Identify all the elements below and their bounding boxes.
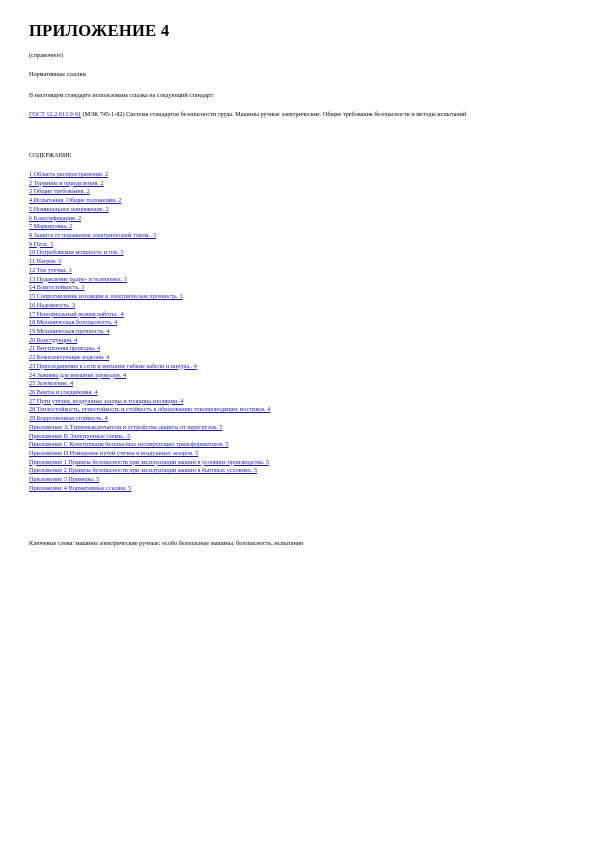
toc-link[interactable]: 29 Коррозионная стойкость. 4 (29, 415, 108, 423)
toc-link[interactable]: 13 Подавление радио- и телепомех. 3 (29, 275, 127, 283)
toc-link[interactable]: 23 Присоединение к сети и внешние гибкие кабели и шнуры.. 4 (29, 362, 197, 370)
reference-text: (МЭК 745-1-82) Система стандартов безопасности труда. Машины ручные электрические. Общие требования безопасности и методы испытаний (80, 111, 467, 118)
toc-link[interactable]: 24 Зажимы для внешних проводов. 4 (29, 371, 127, 379)
toc-link[interactable]: 21 Внутренняя проводка. 4 (29, 345, 101, 353)
contents-heading: СОДЕРЖАНИЕ (29, 152, 72, 159)
toc-link[interactable]: 22 Комплектующие изделия. 4 (29, 354, 110, 362)
toc-link[interactable]: 14 Влагостойкость. 3 (29, 284, 85, 292)
toc-link[interactable]: 12 Ток утечки. 3 (29, 266, 72, 274)
subtitle: (справочное) (29, 52, 64, 59)
toc-link[interactable]: 2 Термины и определения. 2 (29, 179, 104, 187)
toc-link[interactable]: 28 Теплостойкость, огнестойкость и стойкость к образованию токопроводящих мостиков. 4 (29, 406, 271, 414)
page-title: ПРИЛОЖЕНИЕ 4 (29, 21, 170, 40)
toc-link[interactable]: 5 Номинальное напряжение. 2 (29, 205, 109, 213)
toc-link[interactable]: 11 Нагрев. 3 (29, 258, 62, 266)
toc-link[interactable]: 6 Классификация. 2 (29, 214, 82, 222)
keywords: Ключевые слова: машины электрические ручные; особо безопасные машины; безопасность; испытания (29, 540, 303, 547)
toc-link[interactable]: 15 Сопротивление изоляции и электрическая прочность. 3 (29, 293, 183, 301)
toc-link[interactable]: Приложение D Измерение путей утечки и воздушных зазоров. 5 (29, 450, 199, 457)
intro-text: В настоящем стандарте использована ссылка на следующий стандарт: (29, 92, 215, 99)
toc-link[interactable]: 26 Винты и соединения. 4 (29, 388, 98, 396)
toc-link[interactable]: 9 Пуск. 3 (29, 240, 54, 248)
toc-link[interactable]: Приложение 1 Правила безопасности при эксплуатации машин в условиях производства. 5 (29, 458, 270, 466)
section-heading: Нормативные ссылки (29, 71, 86, 78)
toc-link[interactable]: 7 Маркировка. 2 (29, 223, 73, 231)
toc-link[interactable]: 19 Механическая прочность. 4 (29, 327, 110, 335)
toc-link[interactable]: 18 Механическая безопасность. 4 (29, 319, 118, 327)
toc-link[interactable]: Приложение А Термовыключатели и устройства защиты от перегрузок. 5 (29, 423, 223, 431)
toc-link[interactable]: Приложение С Конструкция безопасных изолирующих трансформаторов. 5 (29, 441, 229, 449)
toc-link[interactable]: 3 Общие требования. 2 (29, 188, 90, 196)
toc-link[interactable]: Приложение 2 Правила безопасности при эксплуатации машин в бытовых условиях. 5 (29, 467, 258, 475)
reference-paragraph (29, 111, 534, 120)
toc-link[interactable]: Приложение 3 Примеры. 5 (29, 476, 100, 484)
toc-link[interactable]: 1 Область распространения. 2 (29, 171, 109, 178)
toc-link[interactable]: 10 Потребляемая мощность и ток. 3 (29, 249, 124, 257)
toc-link[interactable]: Приложение В Электронные схемы.. 5 (29, 432, 131, 440)
toc-link[interactable]: 16 Надежность. 3 (29, 301, 76, 309)
toc-link[interactable]: 17 Ненормальный режим работы.. 4 (29, 310, 124, 318)
toc-link[interactable]: Приложение 4 Нормативные ссылки. 5 (29, 484, 132, 492)
toc-link[interactable]: 25 Заземление. 4 (29, 380, 74, 388)
toc-link[interactable]: 4 Испытания. Общие положения. 2 (29, 197, 122, 205)
table-of-contents (29, 171, 270, 494)
toc-link[interactable]: 8 Защита от поражения электрическим током.. 3 (29, 232, 157, 240)
toc-link[interactable]: 27 Пути утечки, воздушные зазоры и толщина изоляции. 4 (29, 397, 184, 405)
reference-link[interactable]: ГОСТ 12.2.013.0-91 (29, 111, 81, 118)
toc-link[interactable]: 20 Конструкция. 4 (29, 336, 78, 344)
